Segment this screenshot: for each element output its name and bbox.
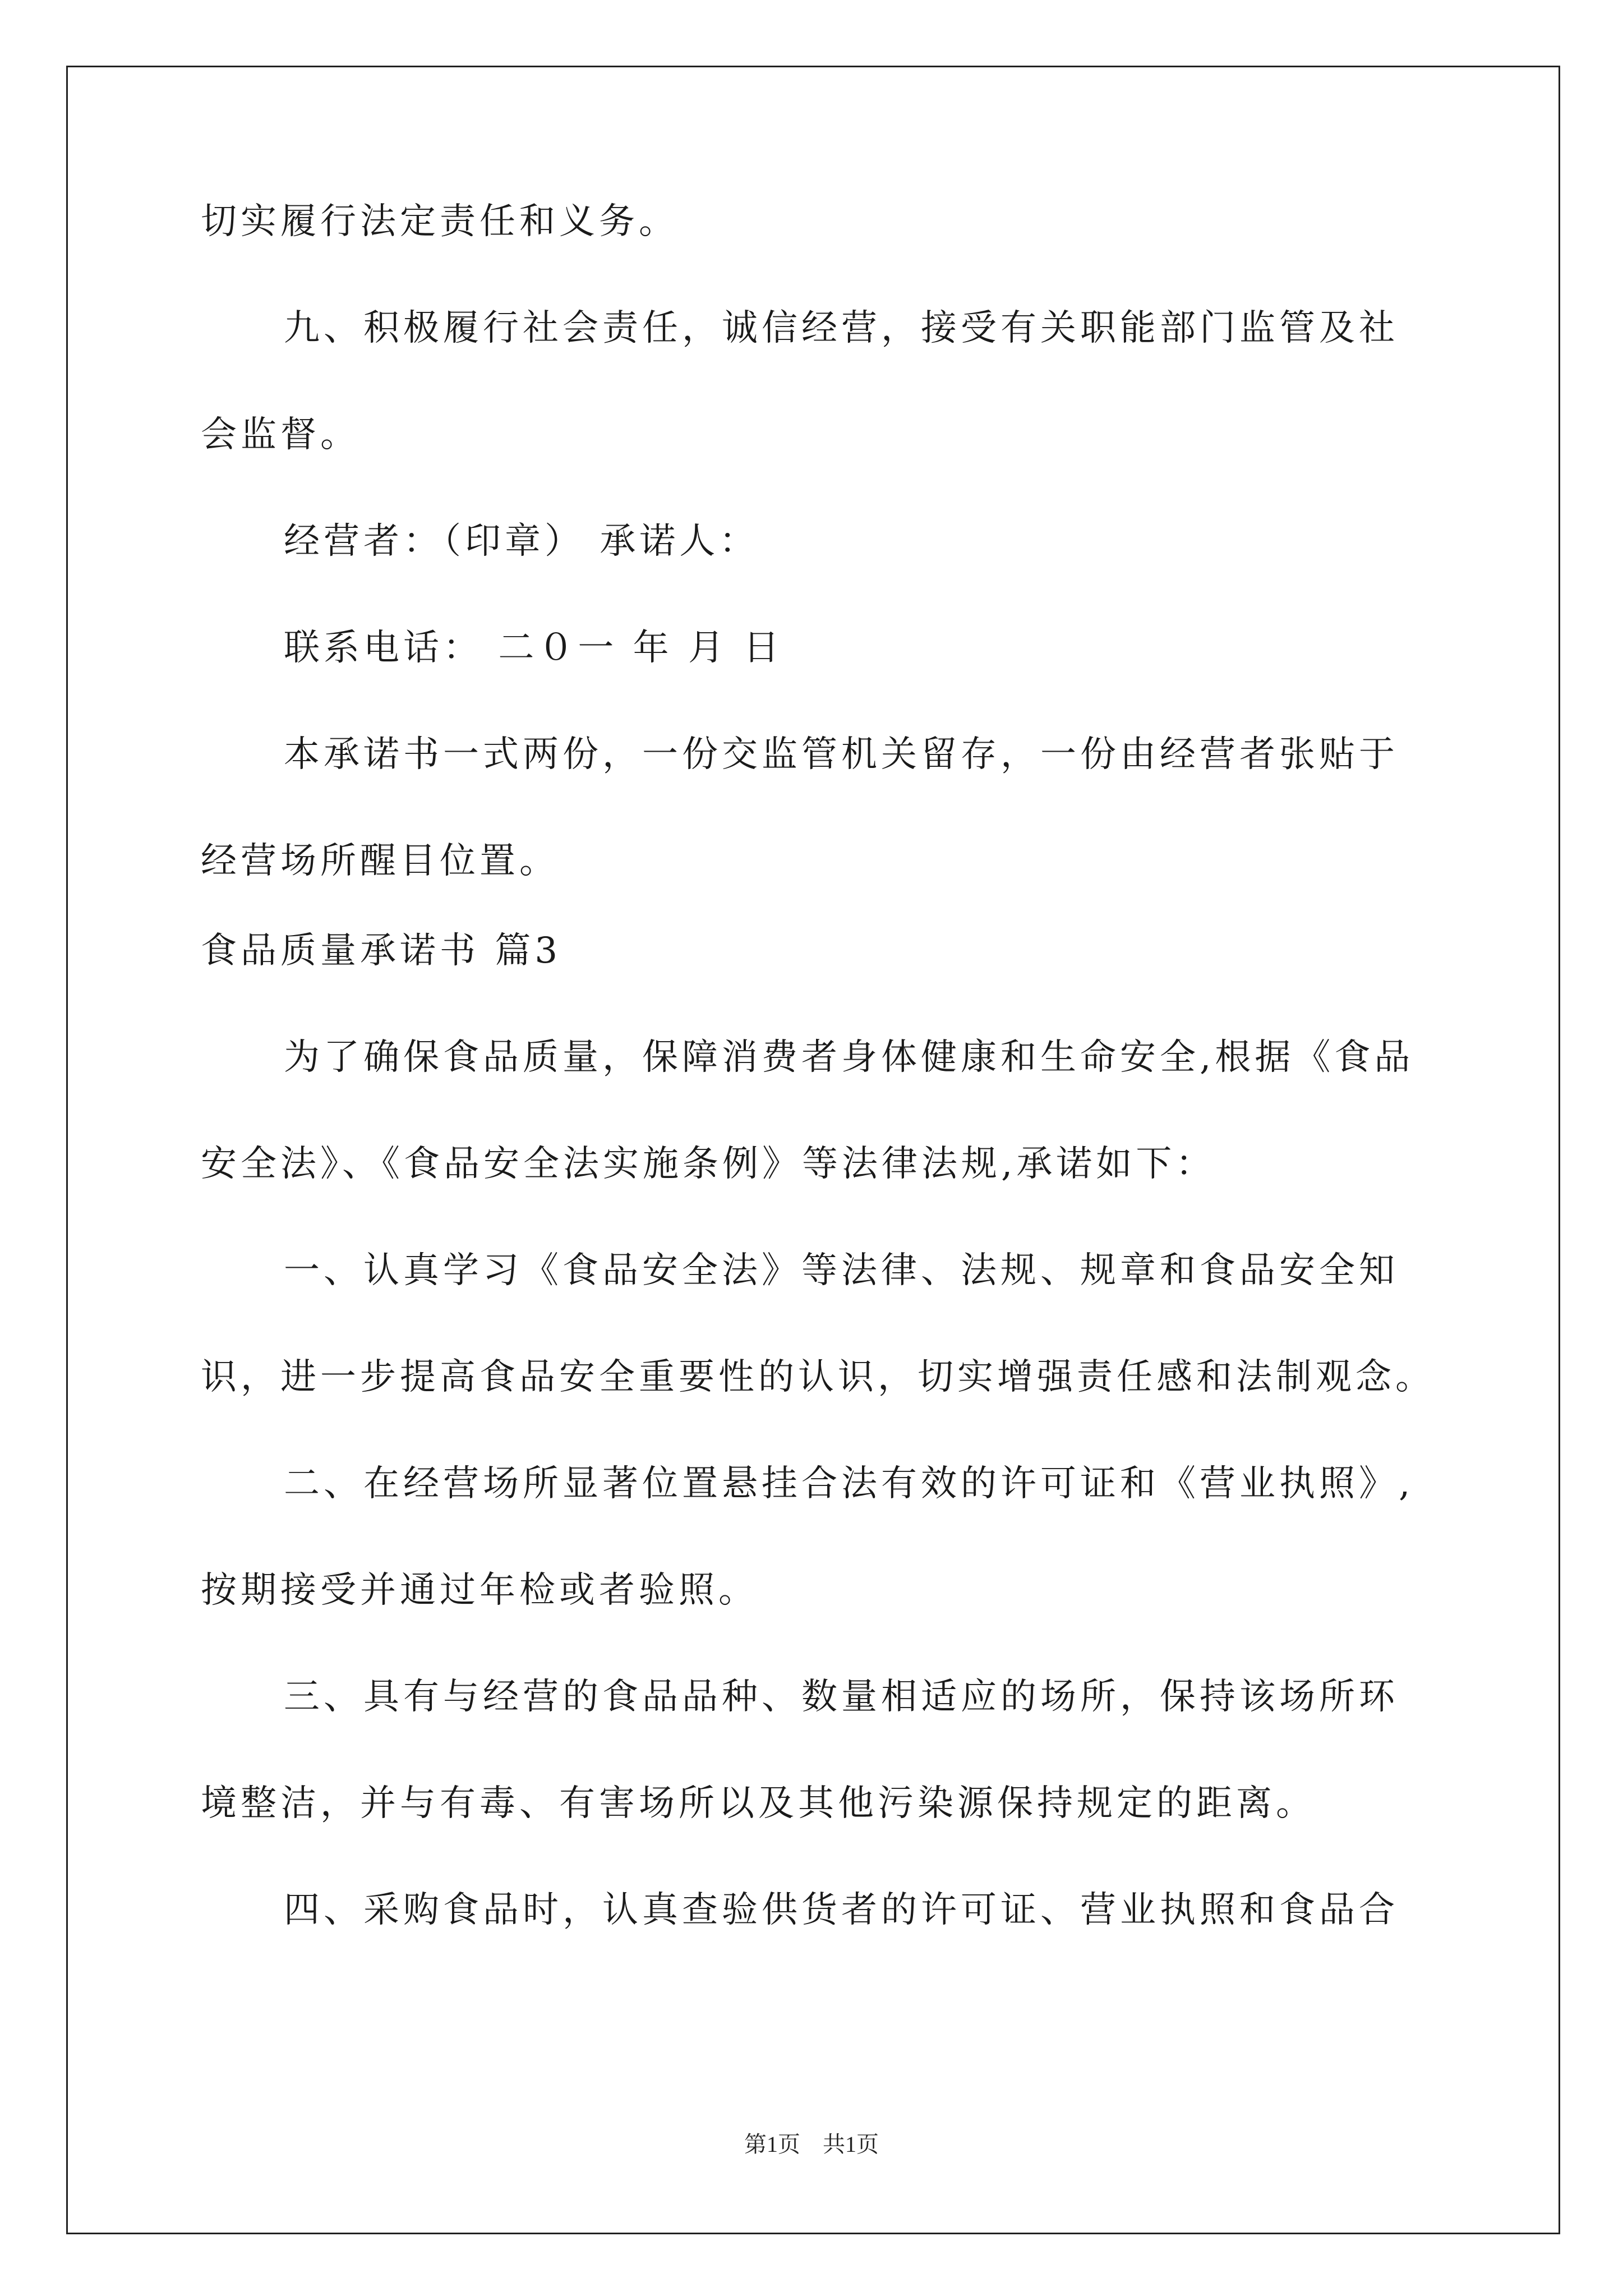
text-line: 三、具有与经营的食品品种、数量相适应的场所，保持该场所环 (284, 1676, 1399, 1718)
page-number: 第1页 (744, 2132, 800, 2157)
text-line: 安全法》、《食品安全法实施条例》等法律法规,承诺如下： (201, 1143, 1216, 1185)
signature-line: 经营者：（印章） 承诺人： (284, 521, 759, 562)
contact-date-line: 联系电话： 二０一 年 月 日 (284, 627, 783, 669)
text-line: 境整洁，并与有毒、有害场所以及其他污染源保持规定的距离。 (201, 1783, 1316, 1824)
page-footer (0, 2131, 1623, 2159)
text-line: 会监督。 (201, 414, 360, 455)
text-line: 一、认真学习《食品安全法》等法律、法规、规章和食品安全知 (284, 1250, 1399, 1291)
text-line: 经营场所醒目位置。 (201, 840, 559, 882)
text-line: 按期接受并通过年检或者验照。 (201, 1570, 758, 1611)
text-line: 切实履行法定责任和义务。 (201, 201, 679, 242)
text-line: 二、在经营场所显著位置悬挂合法有效的许可证和《营业执照》, (284, 1463, 1414, 1504)
text-line: 本承诺书一式两份，一份交监管机关留存，一份由经营者张贴于 (284, 734, 1399, 775)
page-total: 共1页 (823, 2132, 879, 2157)
text-line: 识，进一步提高食品安全重要性的认识，切实增强责任感和法制观念。 (201, 1356, 1435, 1398)
text-line: 为了确保食品质量，保障消费者身体健康和生命安全,根据《食品 (284, 1037, 1414, 1078)
text-line: 四、采购食品时，认真查验供货者的许可证、营业执照和食品合 (284, 1889, 1399, 1931)
text-line: 九、积极履行社会责任，诚信经营，接受有关职能部门监管及社 (284, 307, 1399, 349)
section-heading: 食品质量承诺书 篇3 (201, 930, 562, 972)
